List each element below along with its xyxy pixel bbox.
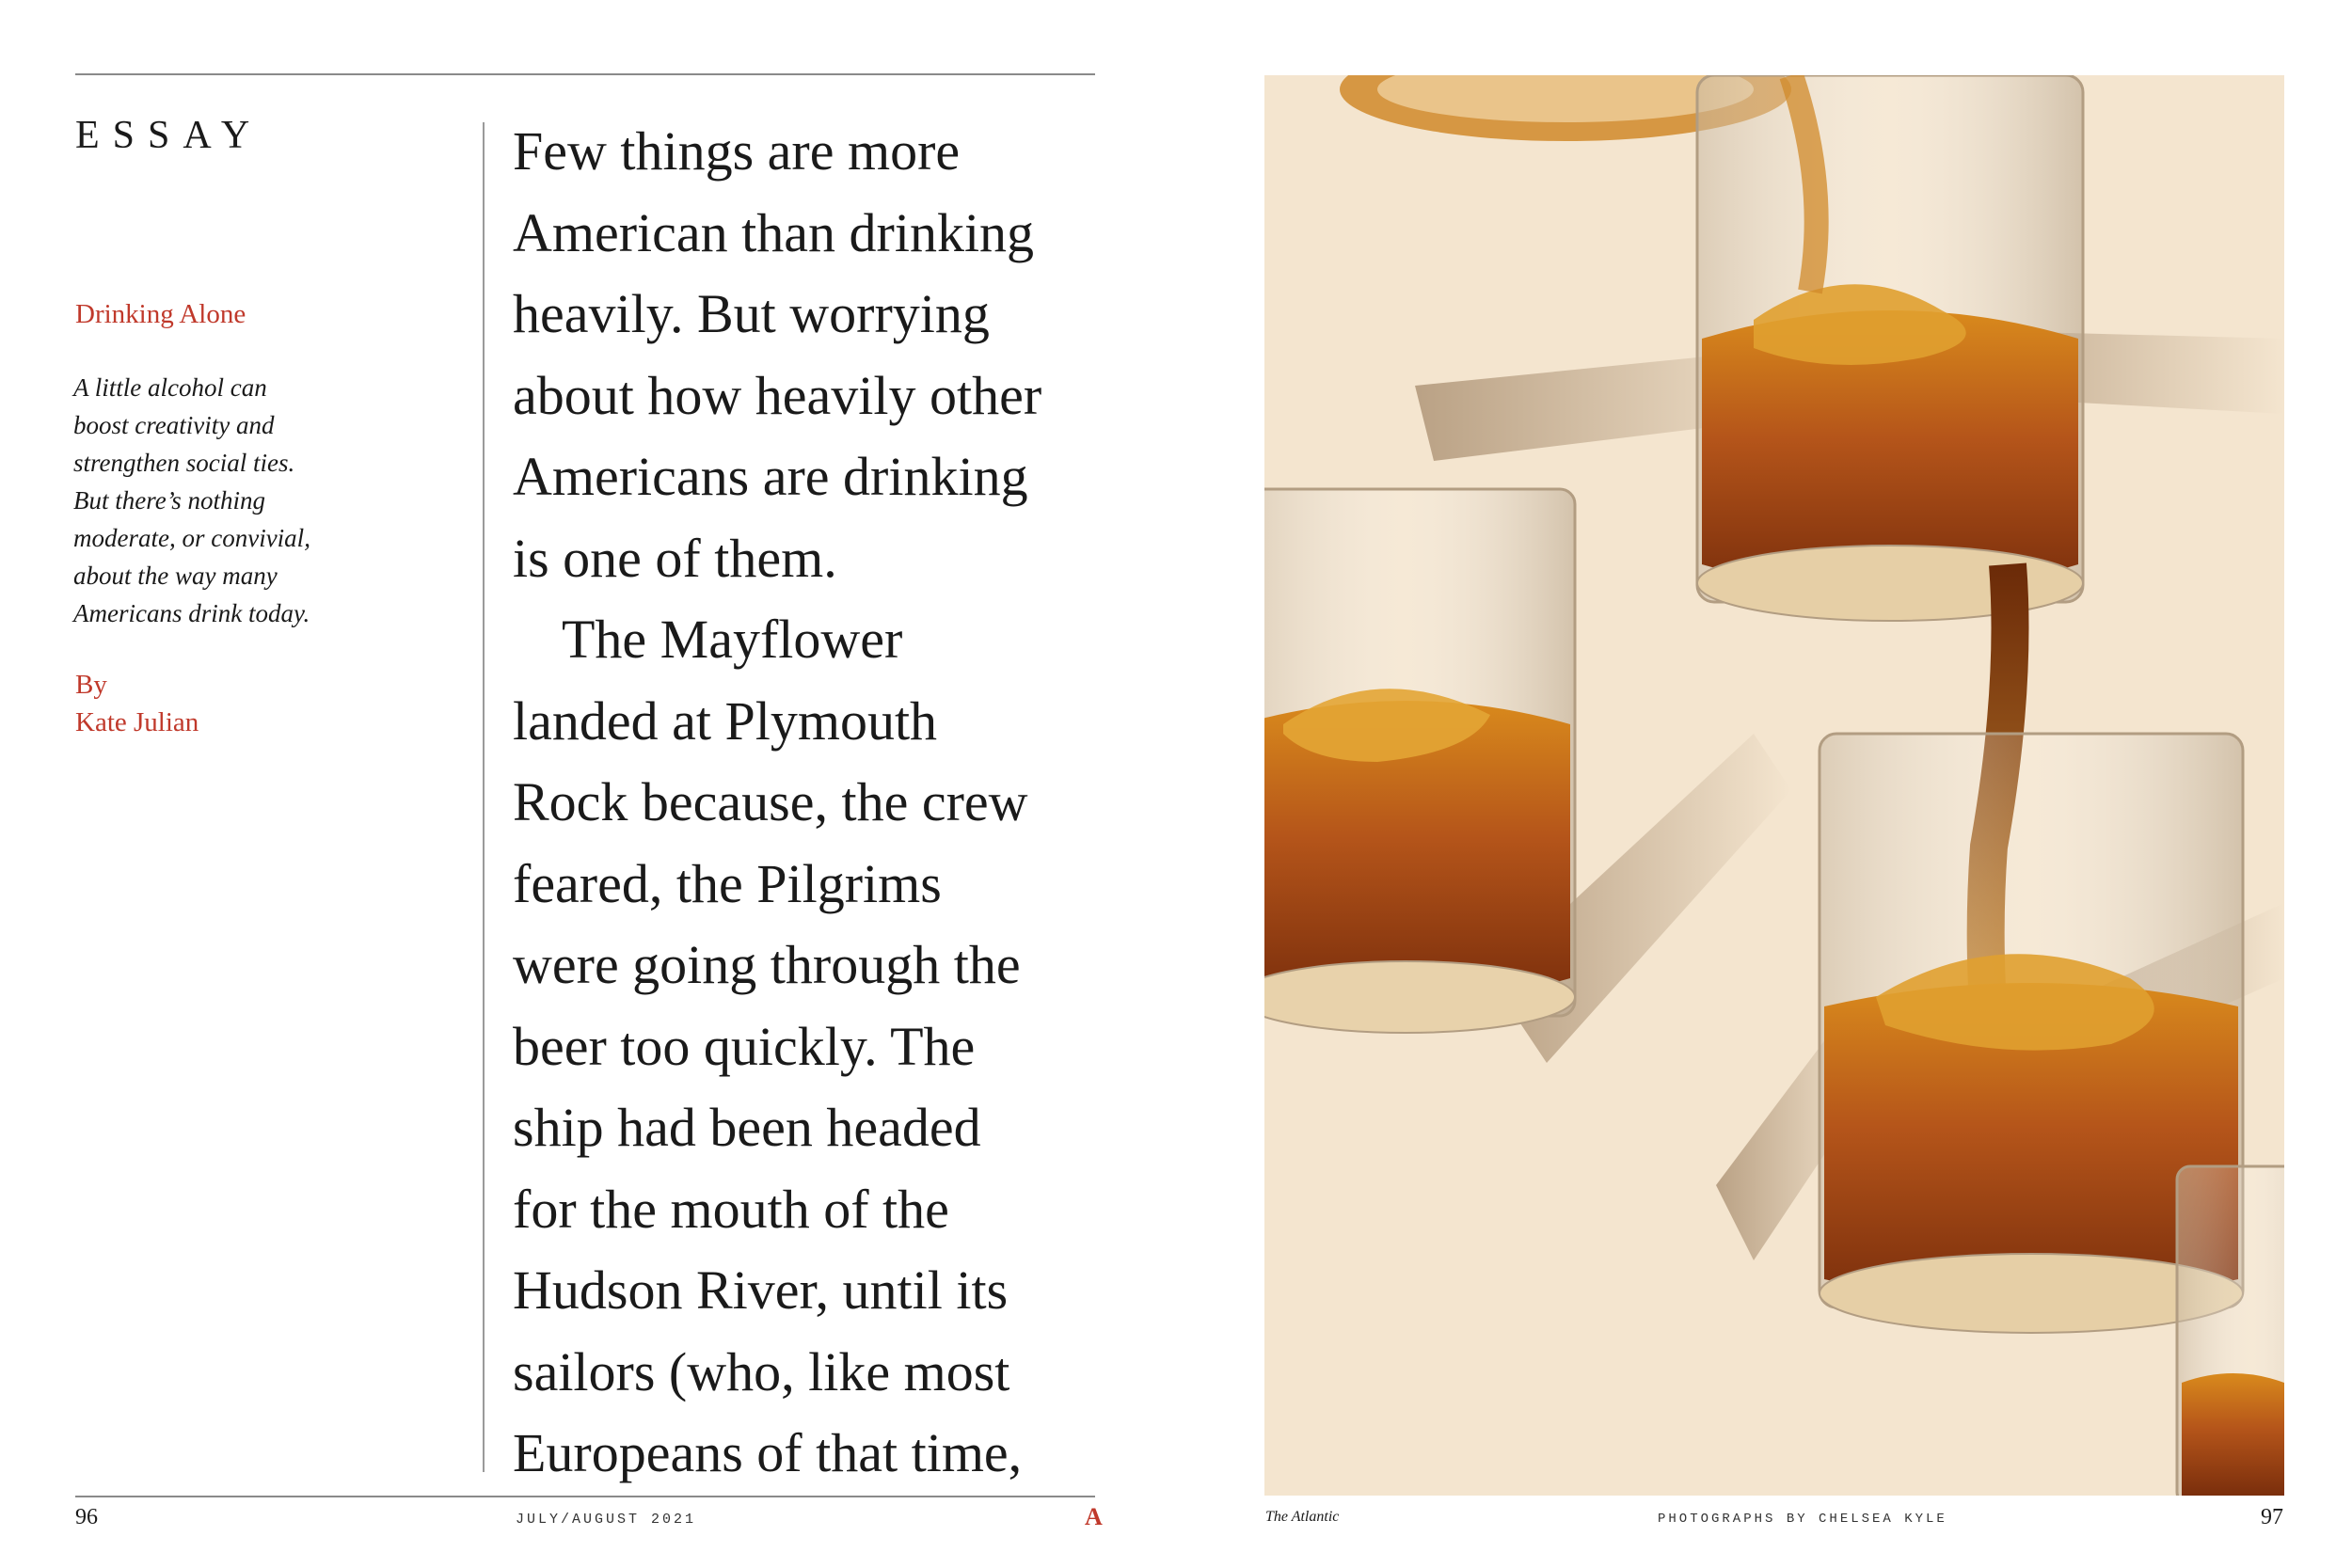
top-rule [75,73,1095,75]
dek-line: about the way many [73,562,278,590]
body-line: landed at Plymouth [513,689,938,752]
dek-line: moderate, or convivial, [73,524,310,552]
body-line: Europeans of that time, [513,1422,1023,1483]
body-line: Few things are more [513,120,961,182]
dek [73,369,356,632]
body-line: Hudson River, until its [513,1259,1009,1321]
page-number-left: 96 [75,1505,98,1529]
body-line: about how heavily other [513,364,1042,426]
dek-line: boost creativity and [73,411,275,439]
body-line: Americans are drinking [513,446,1028,507]
body-line: American than drinking [513,201,1035,263]
page-number-right: 97 [2261,1505,2283,1529]
body-line: is one of them. [513,527,837,589]
whiskey-glasses-photo [1264,75,2284,1496]
body-line: sailors (who, like most [513,1340,1010,1402]
article-body [513,111,1096,1495]
body-line: Rock because, the crew [513,771,1028,832]
body-line: for the mouth of the [513,1178,949,1240]
brand-logo-mark: A [1085,1503,1103,1530]
body-line: heavily. But worrying [513,283,990,344]
body-line: The Mayflower [562,609,903,670]
magazine-name: The Atlantic [1265,1509,1340,1525]
section-label: ESSAY [75,114,263,157]
body-line: ship had been headed [513,1097,981,1158]
article-title: Drinking Alone [75,299,246,329]
photo-credit: PHOTOGRAPHS BY CHELSEA KYLE [1658,1512,1947,1527]
bottom-rule [75,1496,1095,1497]
body-line: feared, the Pilgrims [513,852,942,914]
dek-line: Americans drink today. [73,599,310,627]
issue-date: JULY/AUGUST 2021 [516,1512,697,1528]
dek-line: strengthen social ties. [73,449,295,477]
dek-line: But there’s nothing [73,486,265,515]
body-line: beer too quickly. The [513,1015,976,1077]
author-name: Kate Julian [75,707,199,737]
body-line: were going through the [513,934,1021,995]
byline-label: By [75,670,107,700]
dek-line: A little alcohol can [73,373,267,402]
column-divider [483,122,485,1472]
